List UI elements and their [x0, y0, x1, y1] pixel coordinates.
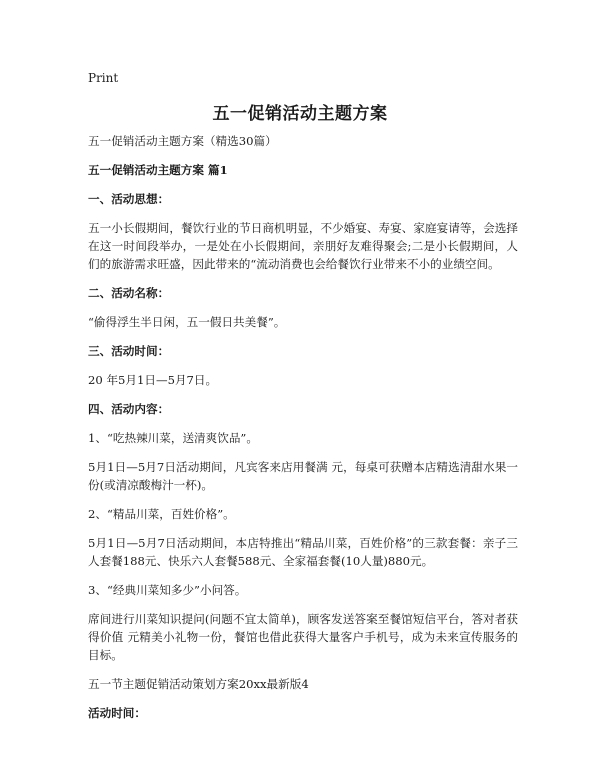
heading-activity-content: 四、活动内容：: [88, 402, 170, 416]
heading-next-activity-time: 活动时间：: [88, 706, 146, 720]
content-item-2: 2、“精品川菜，百姓价格”。: [88, 507, 235, 521]
paragraph-activity-name: “偷得浮生半日闲，五一假日共美餐”。: [88, 315, 286, 329]
content-item-1-detail: 5月1日—5月7日活动期间，凡宾客来店用餐满 元，每桌可获赠本店精选清甜水果一份(或清凉酸梅汁一杯)。: [88, 460, 518, 492]
heading-activity-idea: 一、活动思想：: [88, 192, 170, 206]
content-item-2-detail: 5月1日—5月7日活动期间，本店特推出“精品川菜，百姓价格”的三款套餐：亲子三人套餐188元、快乐六人套餐588元、全家福套餐(10人量)880元。: [88, 536, 518, 568]
paragraph-activity-idea: 五一小长假期间，餐饮行业的节日商机明显，不少婚宴、寿宴、家庭宴请等，会选择在这一时间段举办，一是处在小长假期间，亲朋好友难得聚会;二是小长假期间，人们的旅游需求旺盛，因此带来的“流动消费也会给餐饮行业带来不小的业绩空间。: [88, 221, 518, 271]
print-link[interactable]: Print: [88, 71, 119, 85]
subtitle: 五一促销活动主题方案（精选30篇）: [88, 134, 277, 148]
document-title: 五一促销活动主题方案: [212, 104, 388, 124]
content-item-3-detail: 席间进行川菜知识提问(问题不宜太简单)，顾客发送答案至餐馆短信平台，答对者获得价值 元精美小礼物一份，餐馆也借此获得大量客户手机号，成为未来宣传服务的目标。: [88, 612, 518, 662]
content-item-3: 3、“经典川菜知多少”小问答。: [88, 583, 247, 597]
heading-activity-name: 二、活动名称：: [88, 286, 170, 300]
heading-activity-time: 三、活动时间：: [88, 344, 170, 358]
next-plan-title: 五一节主题促销活动策划方案20xx最新版4: [88, 677, 309, 691]
paragraph-activity-time: 20 年5月1日—5月7日。: [88, 373, 218, 387]
section-title: 五一促销活动主题方案 篇1: [88, 163, 228, 177]
document-body: [88, 132, 518, 733]
content-item-1: 1、“吃热辣川菜，送清爽饮品”。: [88, 431, 258, 445]
